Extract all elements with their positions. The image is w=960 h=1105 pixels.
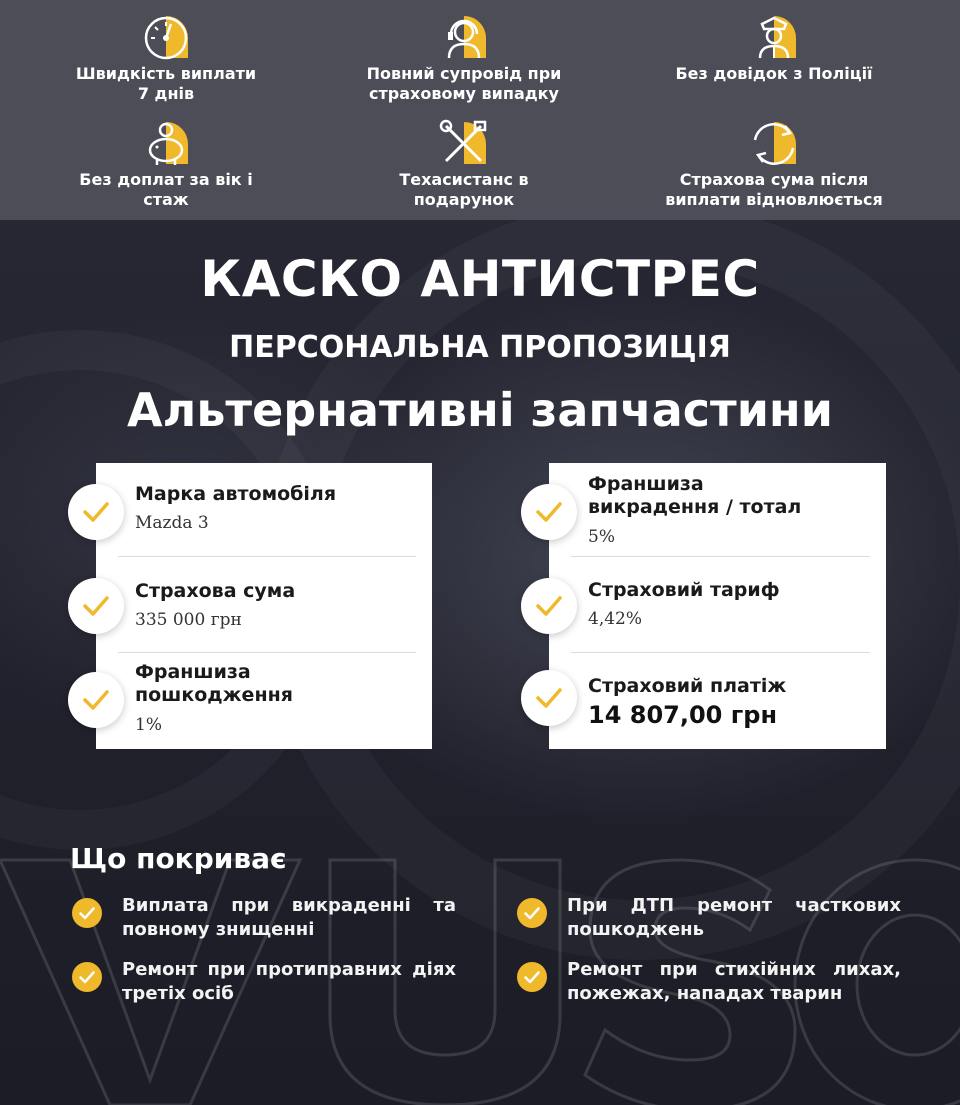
feature-full-support	[334, 12, 594, 104]
detail-row-car-brand	[96, 483, 432, 553]
feature-text: Без довідок з Поліції	[675, 64, 873, 83]
detail-row-theft-deductible	[549, 473, 886, 553]
coverage-item-text: Ремонт при стихійних лихах, пожежах, нападах тварин	[567, 959, 901, 1004]
check-bullet-icon	[517, 962, 547, 992]
detail-label: Франшиза пошкодження	[135, 661, 293, 706]
detail-label: Страховий тариф	[588, 579, 780, 601]
premium-value: 14 807,00 грн	[588, 701, 778, 729]
check-bullet-icon	[72, 898, 102, 928]
coverage-item-text: Ремонт при протиправних діях третіх осіб	[122, 959, 456, 1004]
feature-text: Без доплат за вік і стаж	[79, 170, 253, 209]
check-badge	[68, 672, 124, 728]
divider	[118, 652, 416, 653]
feature-tech-assistance	[334, 118, 594, 210]
detail-row-tariff	[549, 579, 886, 649]
police-officer-icon	[741, 12, 807, 62]
check-badge	[521, 484, 577, 540]
detail-value: 5%	[588, 527, 615, 547]
check-badge	[521, 578, 577, 634]
checkmark-icon	[82, 688, 110, 712]
features-strip	[0, 0, 960, 220]
offer-details-card-left	[96, 463, 432, 749]
detail-label: Страховий платіж	[588, 675, 787, 697]
speedometer-icon	[133, 12, 199, 62]
feature-text: Страхова сума після виплати відновлюється	[665, 170, 883, 209]
coverage-title: Що покриває	[70, 842, 287, 875]
check-badge	[68, 578, 124, 634]
feature-no-age-surcharge	[36, 118, 296, 210]
checkmark-icon	[82, 500, 110, 524]
checkmark-icon	[535, 594, 563, 618]
headline: КАСКО АНТИСТРЕС	[200, 250, 760, 308]
divider	[571, 652, 870, 653]
feature-fast-payout	[36, 12, 296, 104]
checkmark-icon	[535, 686, 563, 710]
offer-details-card-right	[549, 463, 886, 749]
detail-value: 4,42%	[588, 609, 643, 629]
detail-value: 335 000 грн	[135, 610, 242, 630]
detail-label: Франшиза викрадення / тотал	[588, 473, 802, 518]
checkmark-icon	[82, 594, 110, 618]
detail-label: Марка автомобіля	[135, 483, 337, 505]
tools-icon	[431, 118, 497, 168]
coverage-item-text: При ДТП ремонт часткових пошкоджень	[567, 895, 901, 940]
plan-name: Альтернативні запчастини	[127, 383, 833, 437]
divider	[571, 556, 870, 557]
piggy-bank-icon	[133, 118, 199, 168]
divider	[118, 556, 416, 557]
feature-sum-restored	[644, 118, 904, 210]
checkmark-icon	[535, 500, 563, 524]
check-badge	[521, 670, 577, 726]
detail-value: 1%	[135, 715, 162, 735]
check-bullet-icon	[517, 898, 547, 928]
detail-row-sum-insured	[96, 580, 432, 650]
feature-text: Повний супровід при страховому випадку	[366, 64, 562, 103]
refresh-arrows-icon	[741, 118, 807, 168]
feature-text: Швидкість виплати 7 днів	[75, 64, 257, 103]
detail-label: Страхова сума	[135, 580, 296, 602]
feature-no-police-certificates	[644, 12, 904, 84]
subheadline: ПЕРСОНАЛЬНА ПРОПОЗИЦІЯ	[229, 330, 731, 365]
support-agent-icon	[431, 12, 497, 62]
coverage-item-text: Виплата при викраденні та повному знищенні	[122, 895, 456, 940]
detail-row-damage-deductible	[96, 661, 432, 741]
detail-row-premium	[549, 675, 886, 745]
detail-value: Mazda 3	[135, 513, 209, 533]
feature-text: Техасистанс в подарунок	[399, 170, 529, 209]
check-badge	[68, 484, 124, 540]
check-bullet-icon	[72, 962, 102, 992]
